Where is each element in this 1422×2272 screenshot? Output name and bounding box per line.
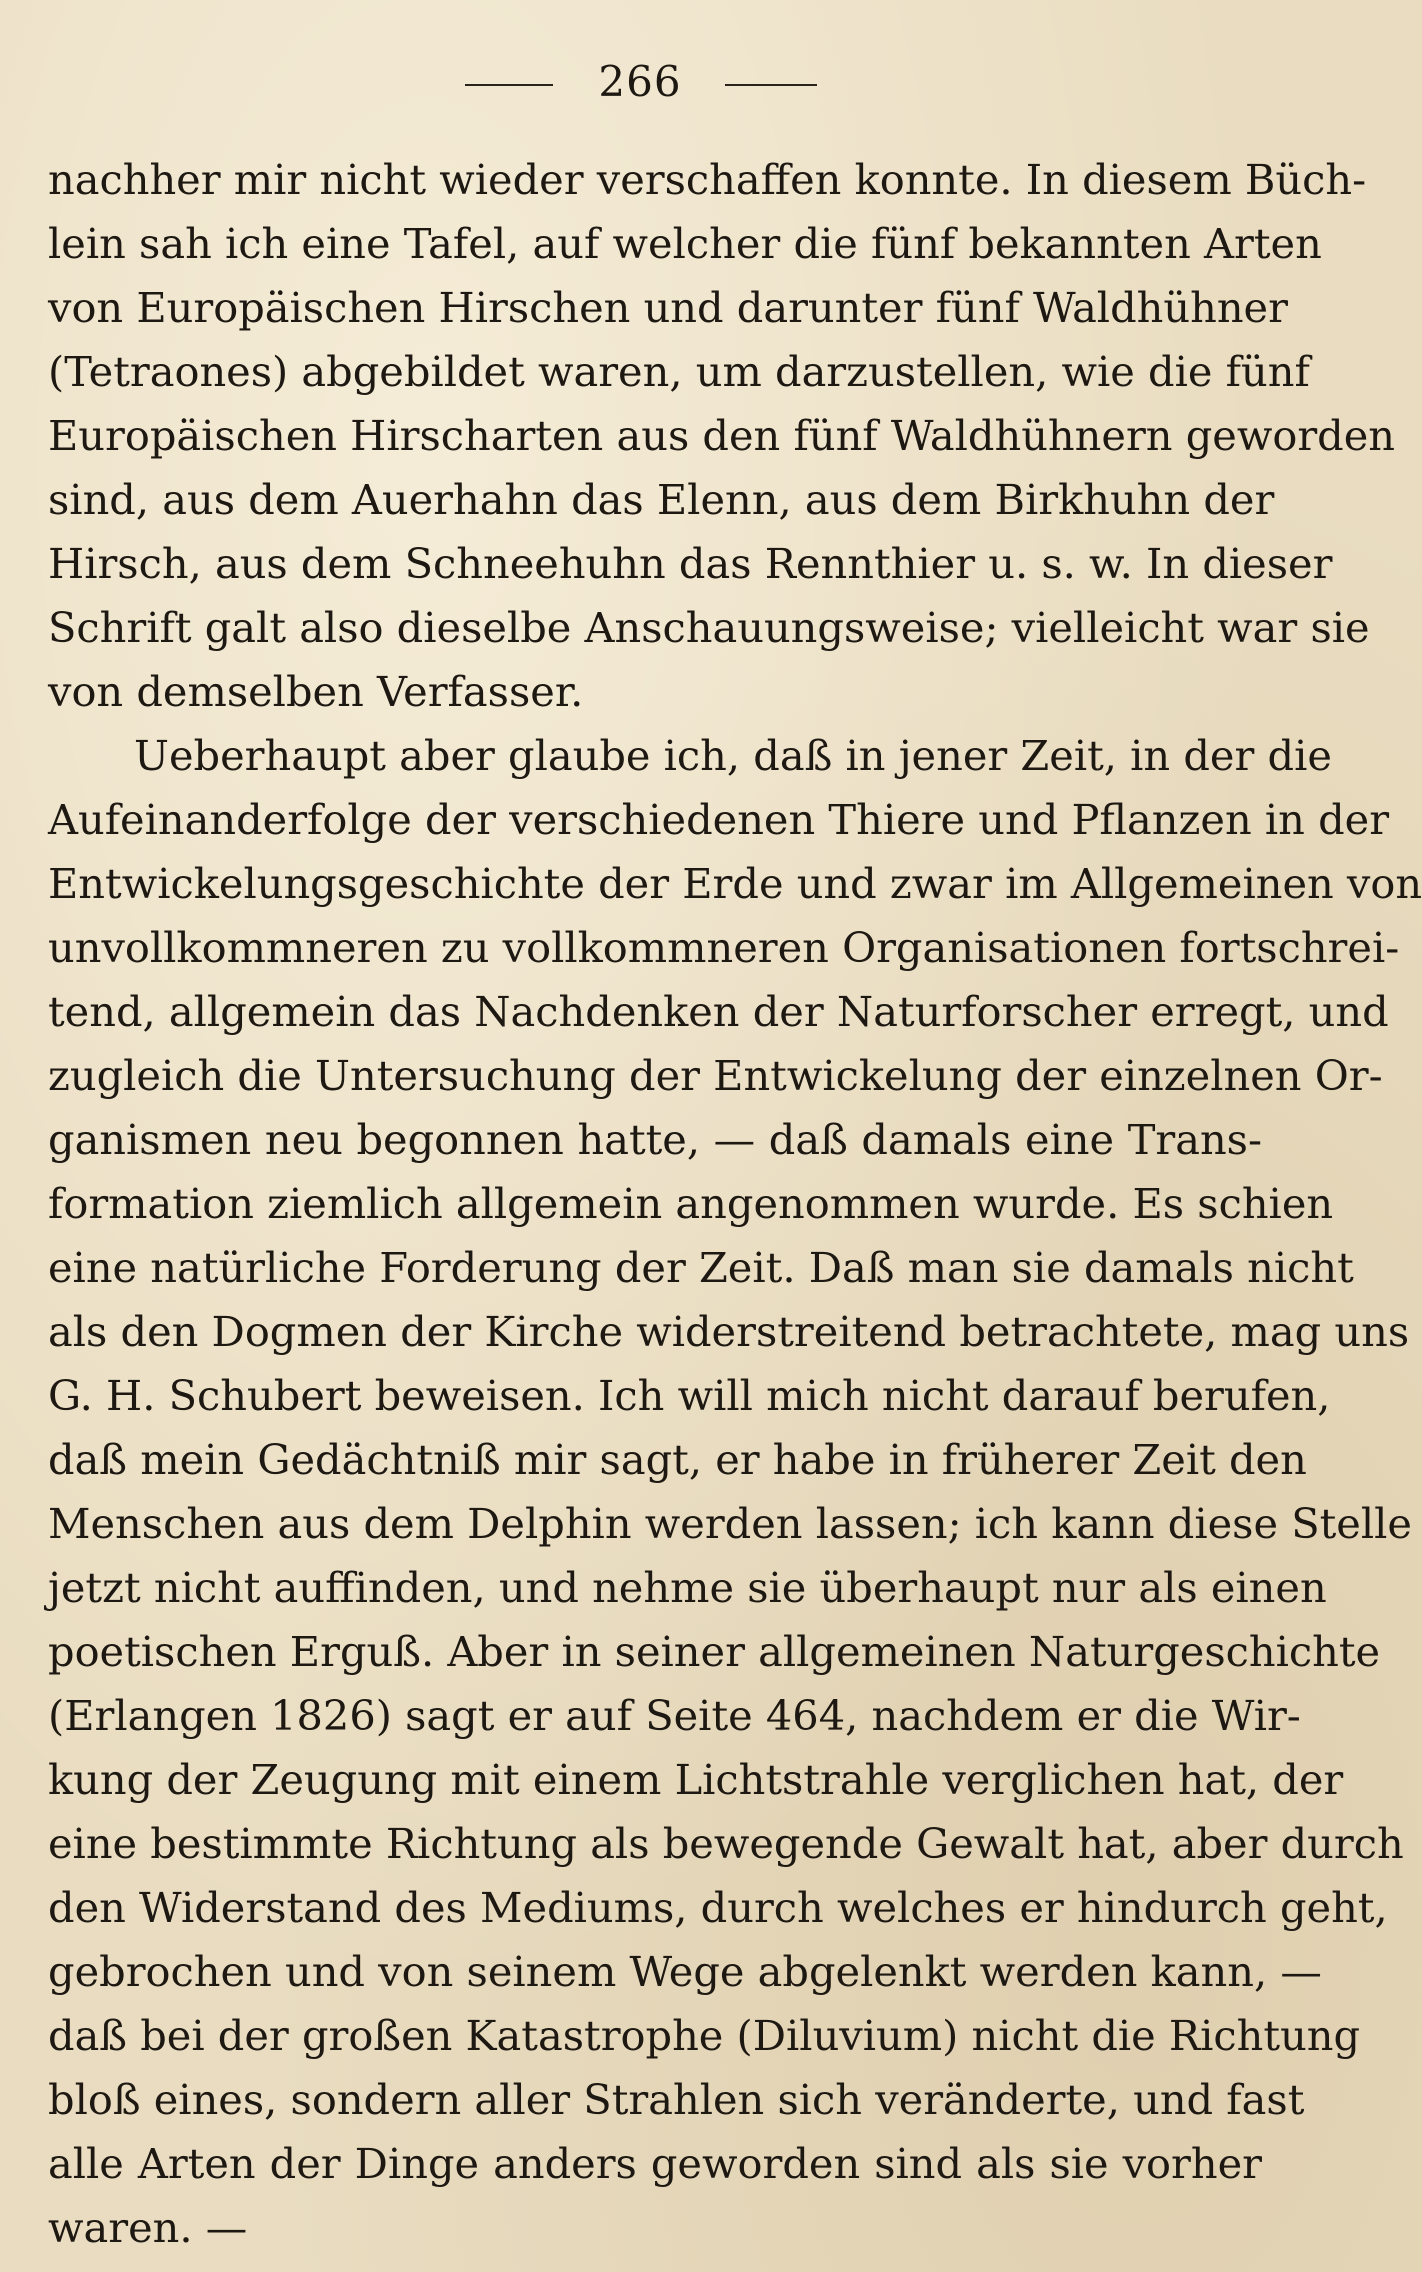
text-line: Entwickelungsgeschichte der Erde und zwar im Allgemeinen von — [48, 859, 1422, 908]
text-line: G. H. Schubert beweisen. Ich will mich nicht darauf berufen, — [48, 1371, 1331, 1420]
text-line: kung der Zeugung mit einem Lichtstrahle verglichen hat, der — [48, 1755, 1344, 1804]
text-line: daß bei der großen Katastrophe (Diluvium) nicht die Richtung — [48, 2011, 1361, 2060]
text-line: Ueberhaupt aber glaube ich, daß in jener Zeit, in der die — [134, 731, 1332, 780]
text-line: Aufeinanderfolge der verschiedenen Thiere und Pflanzen in der — [48, 795, 1390, 844]
text-line: unvollkommneren zu vollkommneren Organisationen fortschrei- — [48, 923, 1400, 972]
text-line: von demselben Verfasser. — [48, 667, 584, 716]
text-line: Schrift galt also dieselbe Anschauungsweise; vielleicht war sie — [48, 603, 1370, 652]
text-line: Hirsch, aus dem Schneehuhn das Rennthier u. s. w. In dieser — [48, 539, 1333, 588]
paragraph-1 — [48, 148, 1396, 724]
text-line: als den Dogmen der Kirche widerstreitend betrachtete, mag uns — [48, 1307, 1410, 1356]
text-line: Europäischen Hirscharten aus den fünf Waldhühnern geworden — [48, 411, 1396, 460]
text-line: eine natürliche Forderung der Zeit. Daß man sie damals nicht — [48, 1243, 1354, 1292]
page-header — [0, 52, 1320, 112]
text-line: gebrochen und von seinem Wege abgelenkt werden kann, — — [48, 1947, 1322, 1996]
text-line: (Erlangen 1826) sagt er auf Seite 464, nachdem er die Wir- — [48, 1691, 1301, 1740]
text-line: Menschen aus dem Delphin werden lassen; ich kann diese Stelle — [48, 1499, 1412, 1548]
text-line: sind, aus dem Auerhahn das Elenn, aus dem Birkhuhn der — [48, 475, 1275, 524]
page-number: 266 — [598, 57, 682, 106]
text-line: bloß eines, sondern aller Strahlen sich veränderte, und fast — [48, 2075, 1305, 2124]
text-line: eine bestimmte Richtung als bewegende Gewalt hat, aber durch — [48, 1819, 1404, 1868]
text-line: poetischen Erguß. Aber in seiner allgemeinen Naturgeschichte — [48, 1627, 1381, 1676]
text-line: den Widerstand des Mediums, durch welches er hindurch geht, — [48, 1883, 1388, 1932]
text-line: daß mein Gedächtniß mir sagt, er habe in früherer Zeit den — [48, 1435, 1307, 1484]
text-line: formation ziemlich allgemein angenommen wurde. Es schien — [48, 1179, 1334, 1228]
text-line: alle Arten der Dinge anders geworden sind als sie vorher — [48, 2139, 1262, 2188]
header-rule-left — [465, 84, 553, 86]
text-line: ganismen neu begonnen hatte, — daß damals eine Trans- — [48, 1115, 1262, 1164]
text-line: lein sah ich eine Tafel, auf welcher die fünf bekannten Arten — [48, 219, 1322, 268]
text-line: tend, allgemein das Nachdenken der Naturforscher erregt, und — [48, 987, 1389, 1036]
text-line: nachher mir nicht wieder verschaffen konnte. In diesem Büch- — [48, 155, 1367, 204]
text-line: (Tetraones) abgebildet waren, um darzustellen, wie die fünf — [48, 347, 1310, 396]
text-line: zugleich die Untersuchung der Entwickelung der einzelnen Or- — [48, 1051, 1383, 1100]
text-line: von Europäischen Hirschen und darunter fünf Waldhühner — [48, 283, 1288, 332]
text-line: waren. — — [48, 2203, 248, 2252]
text-line: jetzt nicht auffinden, und nehme sie überhaupt nur als einen — [48, 1563, 1327, 1612]
header-rule-right — [725, 84, 817, 86]
body-text — [48, 148, 1422, 2260]
paragraph-2 — [48, 724, 1422, 2260]
